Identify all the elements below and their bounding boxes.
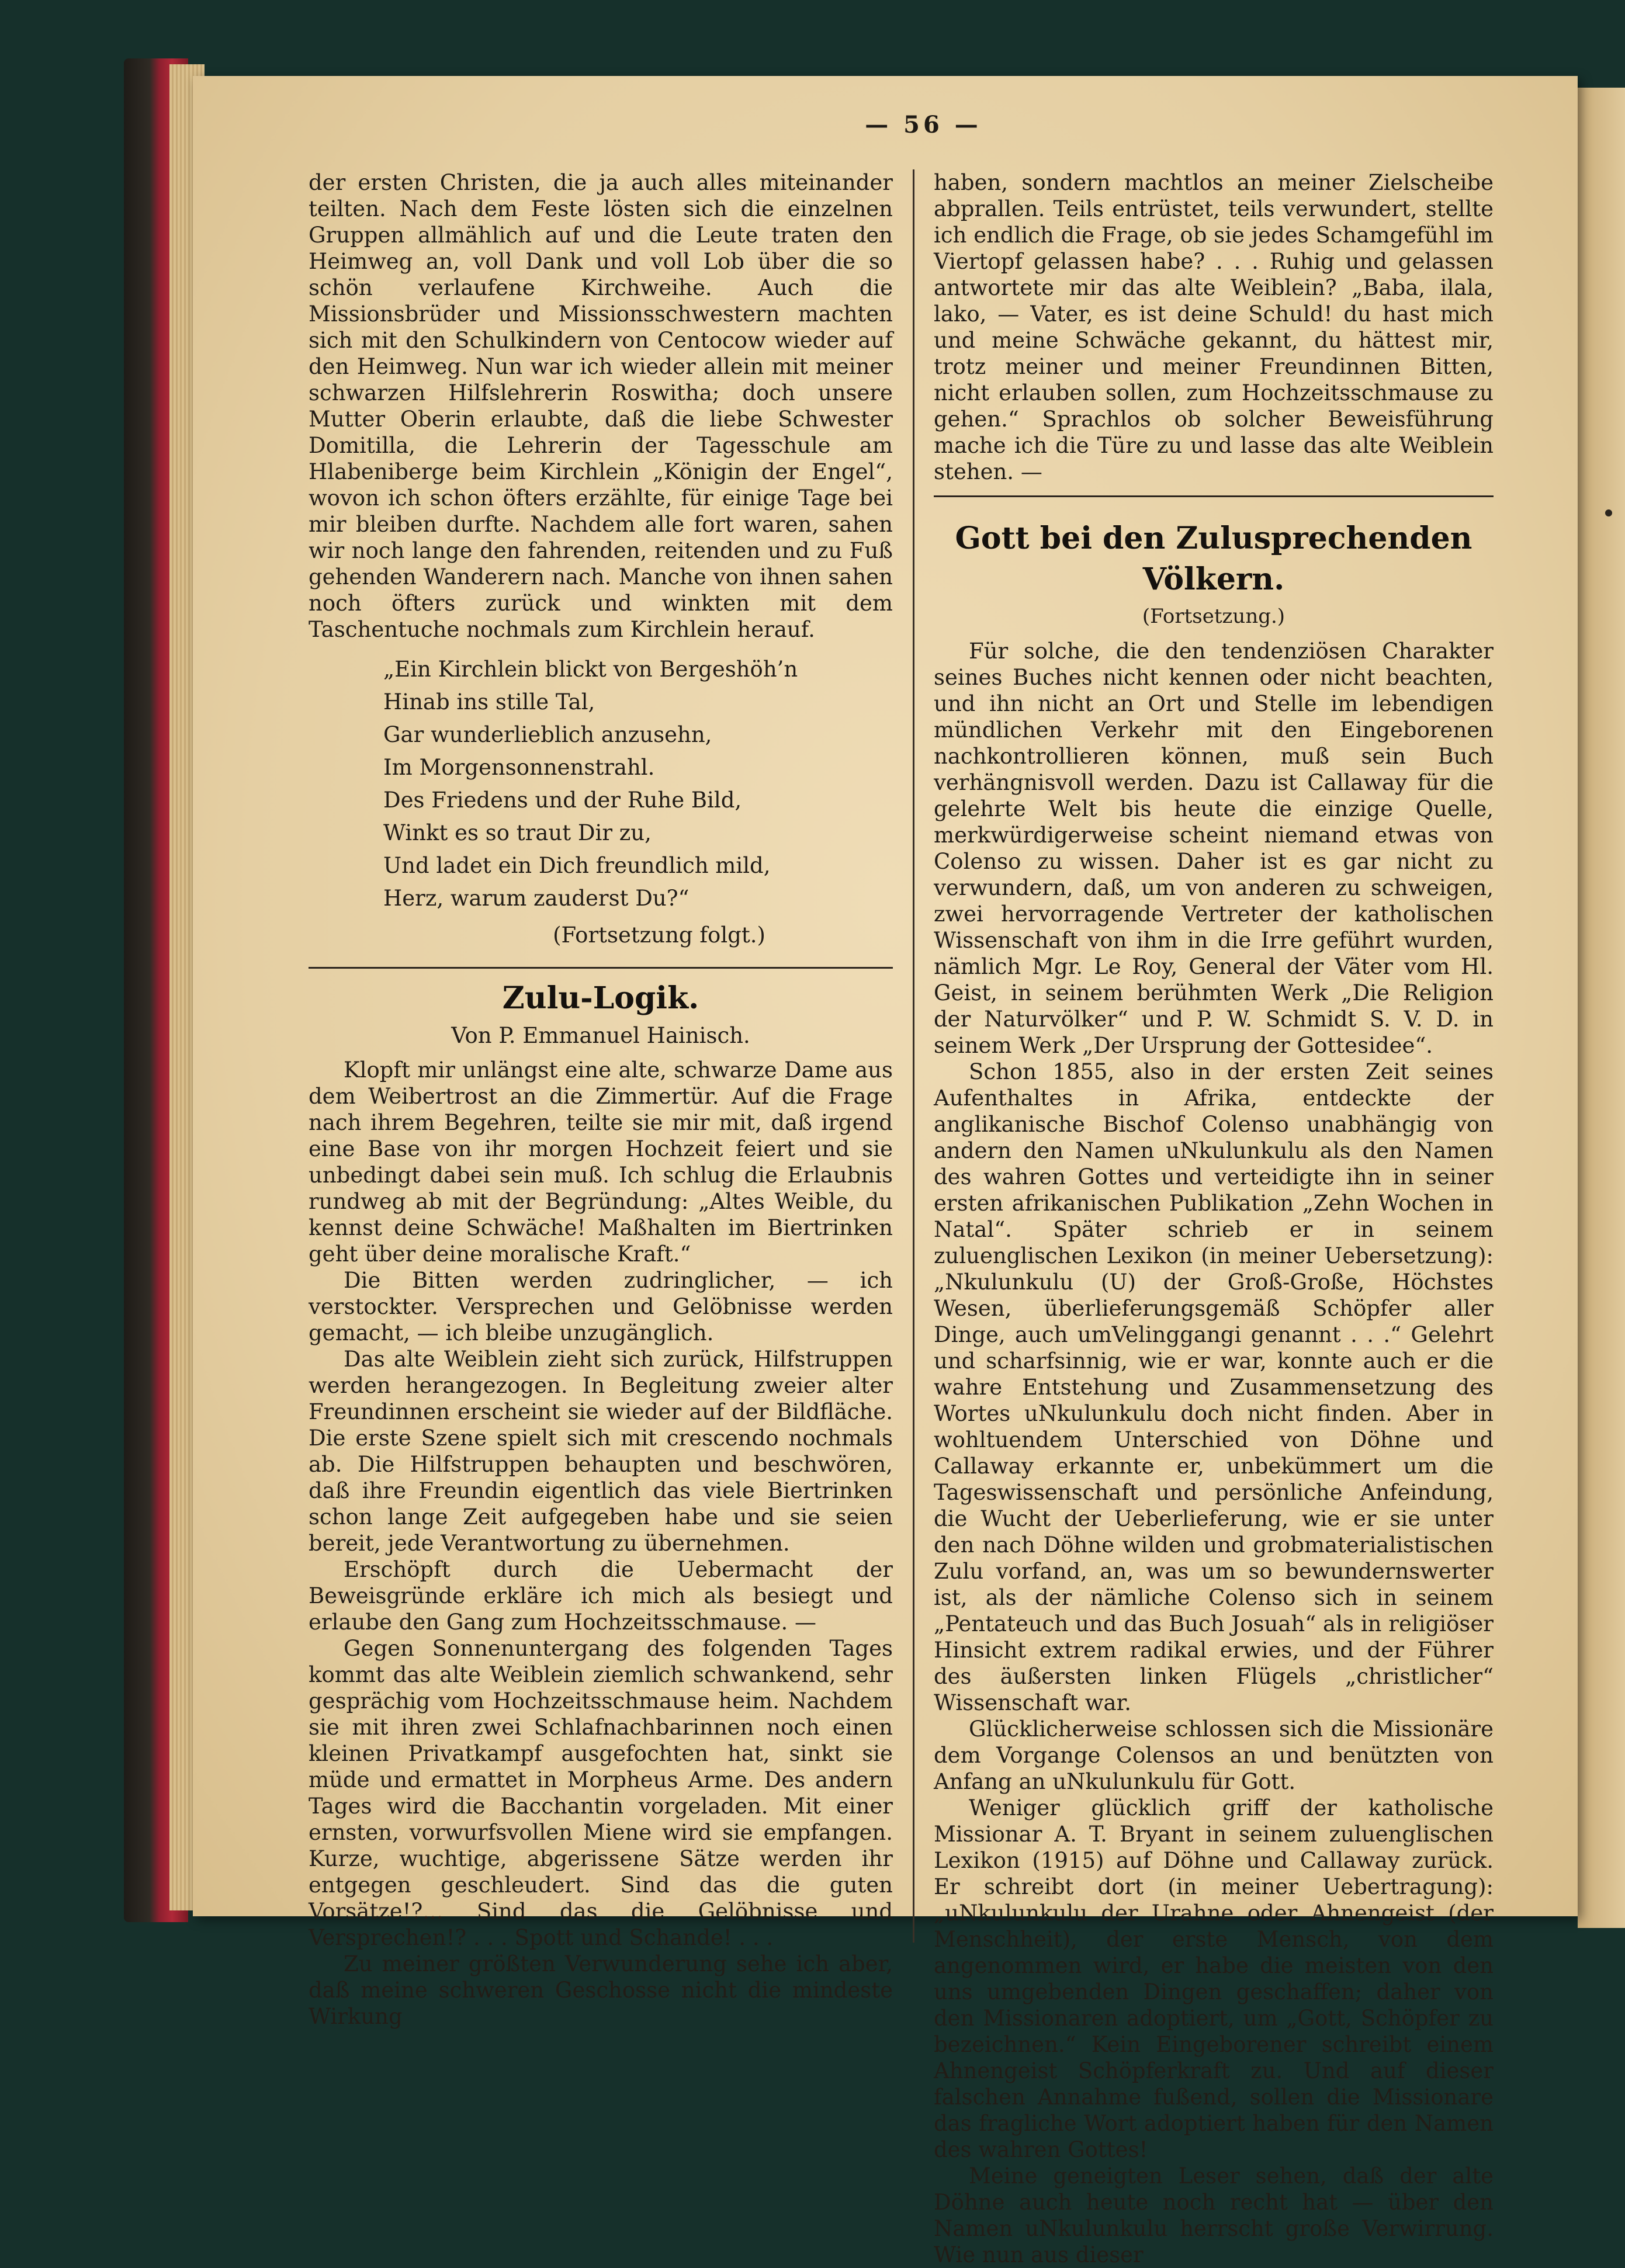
section-rule — [309, 967, 893, 969]
article-continuation: haben, sondern machtlos an meiner Zielscheibe abprallen. Teils entrüstet, teils verwundert, stellte ich endlich die Frage, ob sie jedes Schamgefühl im Viertopf gelassen habe? . . . Ruhig und gelassen antwortete mir das alte Weiblein? „Baba, ilala, lako, — Vater, es ist deine Schuld! du hast mich und meine Schwäche gekannt, du hättest mir, trotz meiner und meiner Freundinnen Bitten, nicht erlauben sollen, zum Hochzeitsschmause zu gehen.“ Sprachlos ob solcher Beweisführung mache ich die Türe zu und lasse das alte Weiblein stehen. — — [934, 170, 1494, 484]
right-column — [934, 169, 1494, 2268]
column-divider — [913, 169, 914, 1943]
article-paragraph: Weniger glücklich griff der katholische Missionar A. T. Bryant in seinem zuluenglischen Lexikon (1915) auf Döhne und Callaway zurück. Er schreibt dort (in meiner Uebertragung): „uNkulunkulu der Urahne oder Ahnengeist (der Menschheit), der erste Mensch, von dem angenommen wird, er habe die meisten von den uns umgebenden Dingen geschaffen; daher von den Missionaren adoptiert, um „Gott, Schöpfer zu bezeichnen.“ Kein Eingeborener schreibt einem Ahnengeist Schöpferkraft zu. Und auf dieser falschen Annahme fußend, sollen die Missionare das fragliche Wort adoptiert haben für den Namen des wahren Gottes! — [934, 1795, 1494, 2162]
article-paragraph: Schon 1855, also in der ersten Zeit seines Aufenthaltes in Afrika, entdeckte der anglikanische Bischof Colenso unabhängig von andern den Namen uNkulunkulu als den Namen des wahren Gottes und verteidigte ihn in seiner ersten afrikanischen Publikation „Zehn Wochen in Natal“. Später schrieb er in seinem zuluenglischen Lexikon (in meiner Uebersetzung): „Nkulunkulu (U) der Groß-Große, Höchstes Wesen, überlieferungsgemäß Schöpfer aller Dinge, auch umVelinggangi genannt . . .“ Gelehrt und scharfsinnig, wie er war, konnte auch er die wahre Entstehung und Zusammensetzung des Wortes uNkulunkulu doch nicht finden. Aber in wohltuendem Unterschied von Döhne und Callaway erkannte er, unbekümmert um die Tageswissenschaft und persönliche Anfeindung, die Wucht der Ueberlieferung, wie er sie unter den nach Döhne wilden und grobmaterialistischen Zulu vorfand, an, was um so bewundernswerter ist, als der nämliche Colenso sich in seinem „Pentateuch und das Buch Josuah“ als in religiöser Hinsicht extrem radikal erwies, und der Führer des äußersten linken Flügels „christlicher“ Wissenschaft war. — [934, 1059, 1494, 1715]
article-paragraph: Für solche, die den tendenziösen Charakter seines Buches nicht kennen oder nicht beachten, und ihn nicht an Ort und Stelle im lebendigen mündlichen Verkehr mit den Eingeborenen nachkontrollieren können, muß sein Buch verhängnisvoll werden. Dazu ist Callaway für die gelehrte Welt bis heute die einzige Quelle, merkwürdigerweise scheint niemand etwas von Colenso zu wissen. Daher ist es gar nicht zu verwundern, daß, um von anderen zu schweigen, zwei hervorragende Vertreter der katholischen Wissenschaft von ihm in die Irre geführt wurden, nämlich Mgr. Le Roy, General der Väter vom Hl. Geist, in seinem berühmten Werk „Die Religion der Naturvölker“ und P. W. Schmidt S. V. D. in seinem Werk „Der Ursprung der Gottesidee“. — [934, 639, 1494, 1058]
left-column — [309, 169, 893, 2030]
article-title: Gott bei den Zulusprechenden Völkern. — [955, 521, 1472, 597]
poem-line: Herz, warum zauderst Du?“ — [383, 886, 690, 911]
poem — [383, 653, 893, 915]
article-title: Zulu-Logik. — [502, 980, 699, 1016]
poem-line: Winkt es so traut Dir zu, — [383, 820, 652, 845]
article-paragraph: Die Bitten werden zudringlicher, — ich verstockter. Versprechen und Gelöbnisse werden gemacht, — ich bleibe unzugänglich. — [309, 1268, 893, 1345]
article-paragraph: Das alte Weiblein zieht sich zurück, Hilfstruppen werden herangezogen. In Begleitung zweier alter Freundinnen erscheint sie wieder auf der Bildfläche. Die erste Szene spielt sich mit crescendo nochmals ab. Die Hilfstruppen behaupten und beschwören, daß ihre Freundin eigentlich das viele Biertrinken schon lange Zeit aufgegeben habe und sie seien bereit, jede Verantwortung zu übernehmen. — [309, 1347, 893, 1556]
article-byline: Von P. Emmanuel Hainisch. — [451, 1023, 750, 1048]
poem-line: „Ein Kirchlein blickt von Bergeshöh’n — [383, 657, 798, 682]
article-subtitle: (Fortsetzung.) — [1142, 605, 1286, 628]
article-paragraph: Gegen Sonnenuntergang des folgenden Tages kommt das alte Weiblein ziemlich schwankend, sehr gesprächig vom Hochzeitsschmause heim. Nachdem sie mit ihren zwei Schlafnachbarinnen noch einen kleinen Privatkampf ausgefochten hat, sinkt sie müde und ermattet in Morpheus Arme. Des andern Tages wird die Bacchantin vorgeladen. Mit einer ernsten, vorwurfsvollen Miene wird sie empfangen. Kurze, wuchtige, abgerissene Sätze werden ihr entgegen geschleudert. Sind das die guten Vorsätze!?... Sind das die Gelöbnisse und Versprechen!? . . . Spott und Schande! . . . — [309, 1636, 893, 1950]
article-paragraph: Zu meiner größten Verwunderung sehe ich aber, daß meine schweren Geschosse nicht die mindeste Wirkung — [309, 1951, 893, 2029]
article-paragraph: Erschöpft durch die Uebermacht der Beweisgründe erkläre ich mich als besiegt und erlaube den Gang zum Hochzeitsschmause. — — [309, 1557, 893, 1635]
article-paragraph: Klopft mir unlängst eine alte, schwarze Dame aus dem Weibertrost an die Zimmertür. Auf die Frage nach ihrem Begehren, teilte sie mir mit, daß irgend eine Base von ihr morgen Hochzeit feiert und sie unbedingt dabei sein muß. Ich schlug die Erlaubnis rundweg ab mit der Begründung: „Altes Weible, du kennst deine Schwäche! Maßhalten im Biertrinken geht über deine moralische Kraft.“ — [309, 1057, 893, 1267]
poem-line: Im Morgensonnenstrahl. — [383, 755, 655, 780]
poem-line: Hinab ins stille Tal, — [383, 689, 595, 715]
page-number: — 56 — — [865, 111, 982, 138]
article-paragraph: Glücklicherweise schlossen sich die Missionäre dem Vorgange Colensos an und benützten von Anfang an uNkulunkulu für Gott. — [934, 1716, 1494, 1794]
article-paragraph: Meine geneigten Leser sehen, daß der alte Döhne auch heute noch recht hat — über den Namen uNkulunkulu herrscht große Verwirrung. Wie nun aus dieser — [934, 2163, 1494, 2267]
poem-line: Des Friedens und der Ruhe Bild, — [383, 788, 742, 813]
continuation-note: (Fortsetzung folgt.) — [553, 923, 765, 948]
poem-line: Gar wunderlieblich anzusehn, — [383, 722, 712, 747]
story-continuation: der ersten Christen, die ja auch alles miteinander teilten. Nach dem Feste lösten sich die einzelnen Gruppen allmählich auf und die Leute traten den Heimweg an, voll Dank und voll Lob über die so schön verlaufene Kirchweihe. Auch die Missionsbrüder und Missionsschwestern machten sich mit den Schulkindern von Centocow wieder auf den Heimweg. Nun war ich wieder allein mit meiner schwarzen Hilfslehrerin Roswitha; doch unsere Mutter Oberin erlaubte, daß die liebe Schwester Domitilla, die Lehrerin der Tagesschule am Hlabeniberge beim Kirchlein „Königin der Engel“, wovon ich schon öfters erzählte, für einige Tage bei mir bleiben durfte. Nachdem alle fort waren, sahen wir noch lange den fahrenden, reitenden und zu Fuß gehenden Wanderern nach. Manche von ihnen sahen noch öfters zurück und winkten mit dem Taschentuche nochmals zum Kirchlein herauf. — [309, 170, 893, 642]
section-rule — [934, 495, 1494, 497]
ink-speck — [1605, 509, 1612, 516]
facing-page-edge — [1578, 88, 1625, 1928]
poem-line: Und ladet ein Dich freundlich mild, — [383, 853, 771, 878]
